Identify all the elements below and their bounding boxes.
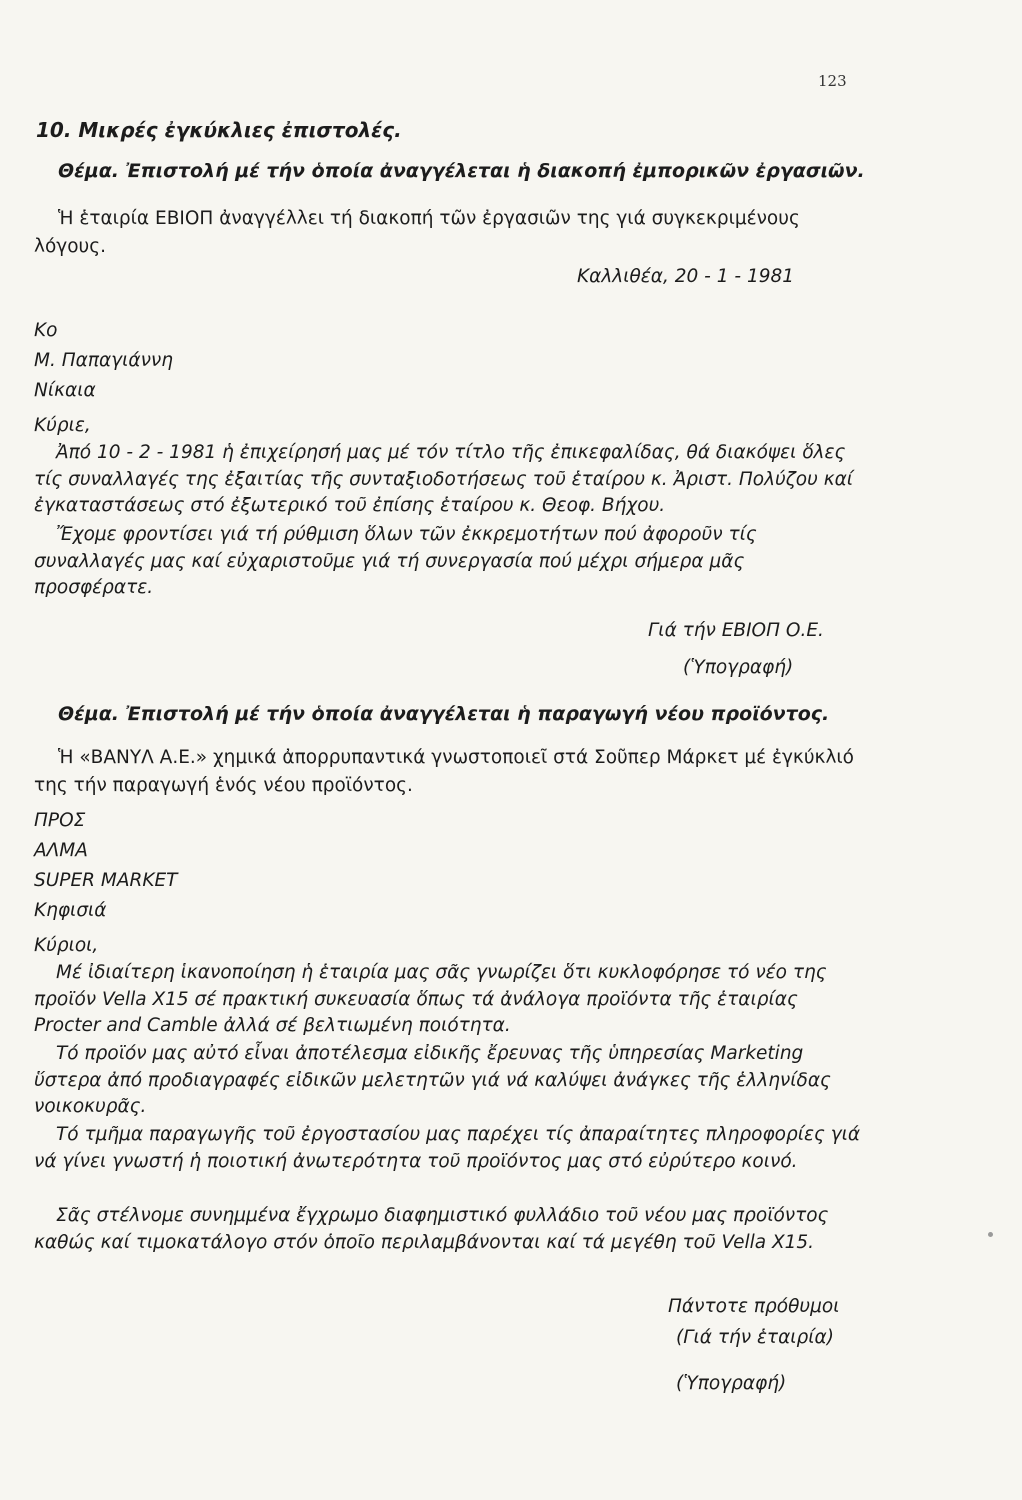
letter2-body-paragraph-3: Τό τμῆμα παραγωγῆς τοῦ ἐργοστασίου μας παρέχει τίς ἀπαραίτητες πληροφορίες γιά νά γίνει γνωστή ἡ ποιοτική ἀνωτερότητα τοῦ προϊόντος μας στό εὐρύτερο κοινό. xyxy=(34,1124,861,1172)
letter2-body-paragraph-4: Σᾶς στέλνομε συνημμένα ἔγχρωμο διαφημιστικό φυλλάδιο τοῦ νέου μας προϊόντος καθώς καί τιμοκατάλογο στόν ὁποῖο περιλαμβάνονται καί τά μεγέθη τοῦ Vella X15. xyxy=(34,1205,829,1253)
recipient-line: Νίκαια xyxy=(34,380,96,401)
recipient-line: SUPER MARKET xyxy=(34,870,178,891)
letter2-body-paragraph-2: Τό προϊόν μας αὐτό εἶναι ἀποτέλεσμα εἰδικῆς ἔρευνας τῆς ὑπηρεσίας Marketing ὕστερα ἀπό προδιαγραφές εἰδικῶν μελετητῶν γιά νά καλύψει ἀνάγκες τῆς ἑλληνίδας νοικοκυρᾶς. xyxy=(34,1043,831,1117)
recipient-line: ΑΛΜΑ xyxy=(34,840,88,861)
letter2-closing-line-2: (Γιά τήν ἑταιρία) xyxy=(676,1327,834,1348)
letter1-salutation: Κύριε, xyxy=(34,415,91,436)
recipient-line: ΠΡΟΣ xyxy=(34,810,86,831)
recipient-line: Κο xyxy=(34,320,58,341)
letter1-body-paragraph-1: Ἀπό 10 - 2 - 1981 ἡ ἐπιχείρησή μας μέ τόν τίτλο τῆς ἐπικεφαλίδας, θά διακόψει ὅλες τίς συναλλαγές της ἐξαιτίας τῆς συνταξιοδοτήσεως τοῦ ἑταίρου κ. Ἀριστ. Πολύζου καί ἐγκαταστάσεως στό ἐξωτερικό τοῦ ἐπίσης ἑταίρου κ. Θεοφ. Βήχου. xyxy=(34,442,854,516)
letter1-closing: Γιά τήν ΕΒΙΟΠ Ο.Ε. xyxy=(648,620,824,641)
letter1-signature: (Ὑπογραφή) xyxy=(683,657,794,678)
letter2-intro: Ἡ «ΒΑΝΥΛ Α.Ε.» χημικά ἀπορρυπαντικά γνωστοποιεῖ στά Σοῦπερ Μάρκετ μέ ἐγκύκλιό της τήν παραγωγή ἑνός νέου προϊόντος. xyxy=(34,747,854,796)
letter1-recipient xyxy=(34,316,173,406)
section-title: 10. Μικρές ἐγκύκλιες ἐπιστολές. xyxy=(36,118,402,142)
letter2-signature: (Ὑπογραφή) xyxy=(676,1373,787,1394)
letter2-recipient xyxy=(34,806,177,926)
letter2-salutation: Κύριοι, xyxy=(34,935,99,956)
letter1-topic: Θέμα. Ἐπιστολή μέ τήν ὁποία ἀναγγέλεται ἡ διακοπή ἐμπορικῶν ἐργασιῶν. xyxy=(58,160,865,182)
recipient-line: Μ. Παπαγιάννη xyxy=(34,350,173,371)
recipient-line: Κηφισιά xyxy=(34,900,107,921)
ink-speck xyxy=(988,1232,993,1237)
letter2-closing-line-1: Πάντοτε πρόθυμοι xyxy=(668,1296,840,1317)
letter1-body-paragraph-2: Ἔχομε φροντίσει γιά τή ρύθμιση ὅλων τῶν ἐκκρεμοτήτων πού ἀφοροῦν τίς συναλλαγές μας καί εὐχαριστοῦμε γιά τή συνεργασία πού μέχρι σήμερα μᾶς προσφέρατε. xyxy=(34,524,757,598)
letter1-intro: Ἡ ἑταιρία ΕΒΙΟΠ ἀναγγέλλει τή διακοπή τῶν ἐργασιῶν της γιά συγκεκριμένους λόγους. xyxy=(34,208,800,257)
letter2-body-paragraph-1: Μέ ἰδιαίτερη ἱκανοποίηση ἡ ἑταιρία μας σᾶς γνωρίζει ὅτι κυκλοφόρησε τό νέο της προϊόν Vella X15 σέ πρακτική συκευασία ὅπως τά ἀνάλογα προϊόντα τῆς ἑταιρίας Procter and Camble ἀλλά σέ βελτιωμένη ποιότητα. xyxy=(34,962,827,1036)
letter1-date: Καλλιθέα, 20 - 1 - 1981 xyxy=(577,266,795,287)
page-number: 123 xyxy=(818,72,847,90)
letter2-topic: Θέμα. Ἐπιστολή μέ τήν ὁποία ἀναγγέλεται ἡ παραγωγή νέου προϊόντος. xyxy=(58,703,830,725)
